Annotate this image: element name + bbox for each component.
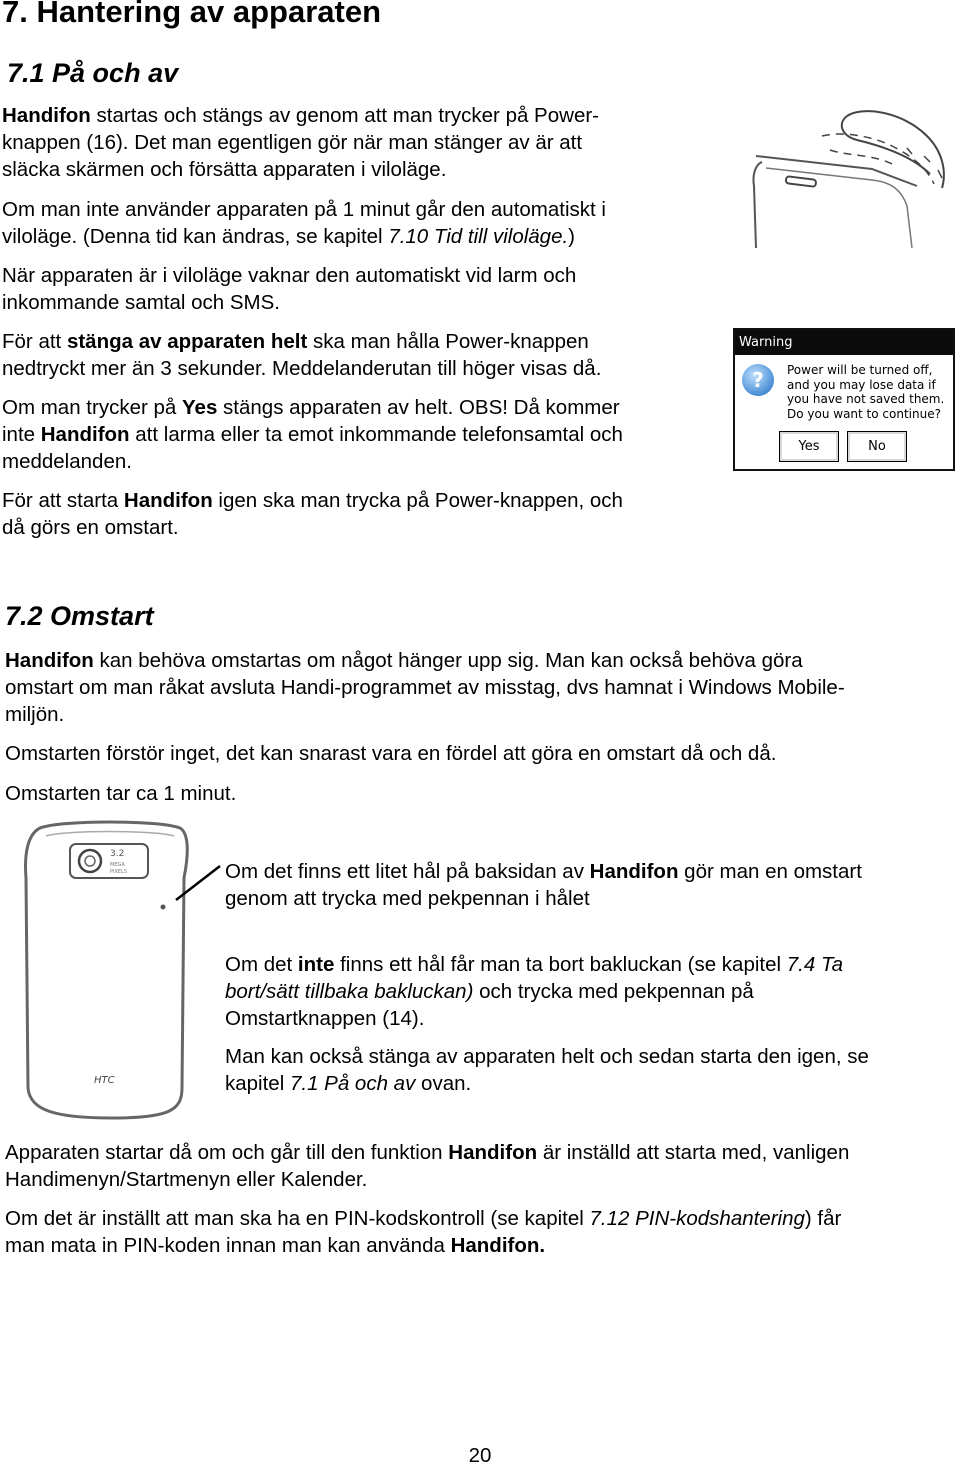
paragraph-10: Apparaten startar då om och går till den funktion Handifon är inställd att starta med, vanligen Handimenyn/Startmenyn eller Kalender. bbox=[5, 1141, 850, 1191]
yes-button[interactable]: Yes bbox=[779, 431, 839, 462]
question-icon: ? bbox=[742, 364, 774, 396]
paragraph-4: För att stänga av apparaten helt ska man hålla Power-knappen nedtryckt mer än 3 sekunder. Meddelanderutan till höger visas då. bbox=[2, 330, 602, 380]
paragraph-9: Omstarten tar ca 1 minut. bbox=[5, 782, 237, 805]
page-number: 20 bbox=[468, 1444, 492, 1467]
section-title-7-1: 7.1 På och av bbox=[7, 58, 179, 88]
svg-text:MEGA: MEGA bbox=[110, 862, 125, 868]
paragraph-8: Omstarten förstör inget, det kan snarast vara en fördel att göra en omstart då och då. bbox=[5, 742, 777, 765]
restart-paragraph-3: Man kan också stänga av apparaten helt och sedan starta den igen, se kapitel 7.1 På och av ovan. bbox=[225, 1045, 869, 1095]
chapter-heading: 7. Hantering av apparaten bbox=[2, 0, 382, 29]
section-title-7-2: 7.2 Omstart bbox=[5, 601, 154, 631]
no-button[interactable]: No bbox=[847, 431, 907, 462]
svg-text:PIXELS: PIXELS bbox=[110, 869, 128, 875]
paragraph-1: Handifon startas och stängs av genom att man trycker på Power- knappen (16). Det man egentligen gör när man stänger av är att släcka skärmen och försätta apparaten i viloläge. bbox=[2, 104, 599, 181]
dialog-title: Warning bbox=[735, 330, 953, 355]
warning-dialog bbox=[733, 328, 955, 471]
restart-paragraph-1: Om det finns ett litet hål på baksidan av Handifon gör man en omstart genom att trycka med pekpennan i hålet bbox=[225, 860, 862, 910]
power-button-illustration bbox=[752, 96, 957, 256]
paragraph-11: Om det är inställt att man ska ha en PIN-kodskontroll (se kapitel 7.12 PIN-kodshantering) får man mata in PIN-koden innan man kan använda Handifon. bbox=[5, 1207, 842, 1257]
dialog-message: Power will be turned off, and you may lose data if you have not saved them. Do you want to continue? bbox=[787, 363, 945, 421]
phone-brand-label: HTC bbox=[94, 1075, 115, 1086]
paragraph-3: När apparaten är i viloläge vaknar den automatiskt vid larm och inkommande samtal och SMS. bbox=[2, 264, 577, 314]
paragraph-5: Om man trycker på Yes stängs apparaten av helt. OBS! Då kommer inte Handifon att larma eller ta emot inkommande telefonsamtal och meddelanden. bbox=[2, 396, 623, 473]
restart-paragraph-2: Om det inte finns ett hål får man ta bort bakluckan (se kapitel 7.4 Ta bort/sätt tillbaka bakluckan) och trycka med pekpennan på Omstartknappen (14). bbox=[225, 953, 843, 1030]
pointer-arrow bbox=[170, 860, 225, 910]
svg-text:3.2: 3.2 bbox=[110, 849, 125, 859]
paragraph-2: Om man inte använder apparaten på 1 minut går den automatiskt i viloläge. (Denna tid kan ändras, se kapitel 7.10 Tid till viloläge.) bbox=[2, 198, 606, 248]
paragraph-7: Handifon kan behöva omstartas om något hänger upp sig. Man kan också behöva göra omstart om man råkat avsluta Handi-programmet av misstag, dvs hamnat i Windows Mobile- miljön. bbox=[5, 649, 845, 726]
paragraph-6: För att starta Handifon igen ska man trycka på Power-knappen, och då görs en omstart. bbox=[2, 489, 623, 539]
